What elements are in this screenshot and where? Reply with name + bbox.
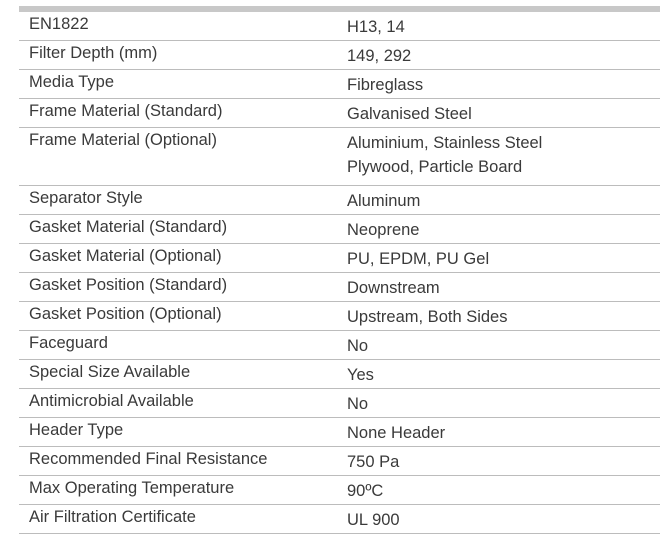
spec-value-line: Aluminum xyxy=(347,192,421,210)
spec-value-line: No xyxy=(347,337,369,355)
spec-value xyxy=(347,70,660,98)
spec-value-line: PU, EPDM, PU Gel xyxy=(347,250,490,268)
spec-label: Header Type xyxy=(29,421,124,439)
spec-value xyxy=(347,186,660,214)
spec-value xyxy=(347,505,660,533)
spec-value-line: 90ºC xyxy=(347,482,384,500)
spec-value-line: Fibreglass xyxy=(347,76,424,94)
table-row xyxy=(19,99,660,128)
spec-value-line: Galvanised Steel xyxy=(347,105,472,123)
table-row xyxy=(19,505,660,534)
spec-value xyxy=(347,476,660,504)
table-row xyxy=(19,447,660,476)
spec-value-line: Plywood, Particle Board xyxy=(347,158,523,176)
table-row xyxy=(19,70,660,99)
spec-value xyxy=(347,302,660,330)
spec-label: Recommended Final Resistance xyxy=(29,450,268,468)
spec-value-line: None Header xyxy=(347,424,446,442)
spec-label: Filter Depth (mm) xyxy=(29,44,158,62)
spec-value xyxy=(347,418,660,446)
spec-value-line: Downstream xyxy=(347,279,440,297)
spec-value-line: 149, 292 xyxy=(347,47,412,65)
spec-value xyxy=(347,447,660,475)
table-row xyxy=(19,215,660,244)
spec-table xyxy=(19,6,660,534)
table-row xyxy=(19,389,660,418)
spec-label: Gasket Position (Standard) xyxy=(29,276,228,294)
spec-label: Faceguard xyxy=(29,334,108,352)
table-row xyxy=(19,331,660,360)
spec-value-line: H13, 14 xyxy=(347,18,405,36)
table-row xyxy=(19,302,660,331)
spec-label: Air Filtration Certificate xyxy=(29,508,196,526)
spec-label: Gasket Material (Standard) xyxy=(29,218,228,236)
table-row xyxy=(19,186,660,215)
spec-value xyxy=(347,215,660,243)
spec-label: Gasket Position (Optional) xyxy=(29,305,222,323)
spec-value-line: Upstream, Both Sides xyxy=(347,308,508,326)
spec-label: Antimicrobial Available xyxy=(29,392,194,410)
table-row xyxy=(19,41,660,70)
spec-label: EN1822 xyxy=(29,15,89,33)
spec-value-line: Yes xyxy=(347,366,374,384)
spec-value-line: Neoprene xyxy=(347,221,420,239)
table-row xyxy=(19,12,660,41)
spec-label: Max Operating Temperature xyxy=(29,479,235,497)
spec-value-line: UL 900 xyxy=(347,511,400,529)
table-row xyxy=(19,128,660,186)
spec-value xyxy=(347,244,660,272)
spec-label: Media Type xyxy=(29,73,114,91)
spec-value xyxy=(347,12,660,40)
table-row xyxy=(19,244,660,273)
spec-label: Frame Material (Optional) xyxy=(29,131,217,149)
table-row xyxy=(19,360,660,389)
table-row xyxy=(19,476,660,505)
spec-label: Frame Material (Standard) xyxy=(29,102,223,120)
spec-label: Separator Style xyxy=(29,189,143,207)
table-row xyxy=(19,273,660,302)
spec-value-line: No xyxy=(347,395,369,413)
spec-value xyxy=(347,331,660,359)
spec-value xyxy=(347,360,660,388)
spec-value-line: 750 Pa xyxy=(347,453,400,471)
spec-value xyxy=(347,41,660,69)
spec-value xyxy=(347,128,660,185)
table-row xyxy=(19,418,660,447)
spec-value-line: Aluminium, Stainless Steel xyxy=(347,134,543,152)
spec-label: Gasket Material (Optional) xyxy=(29,247,222,265)
spec-value xyxy=(347,273,660,301)
spec-label: Special Size Available xyxy=(29,363,191,381)
spec-value xyxy=(347,389,660,417)
spec-value xyxy=(347,99,660,127)
